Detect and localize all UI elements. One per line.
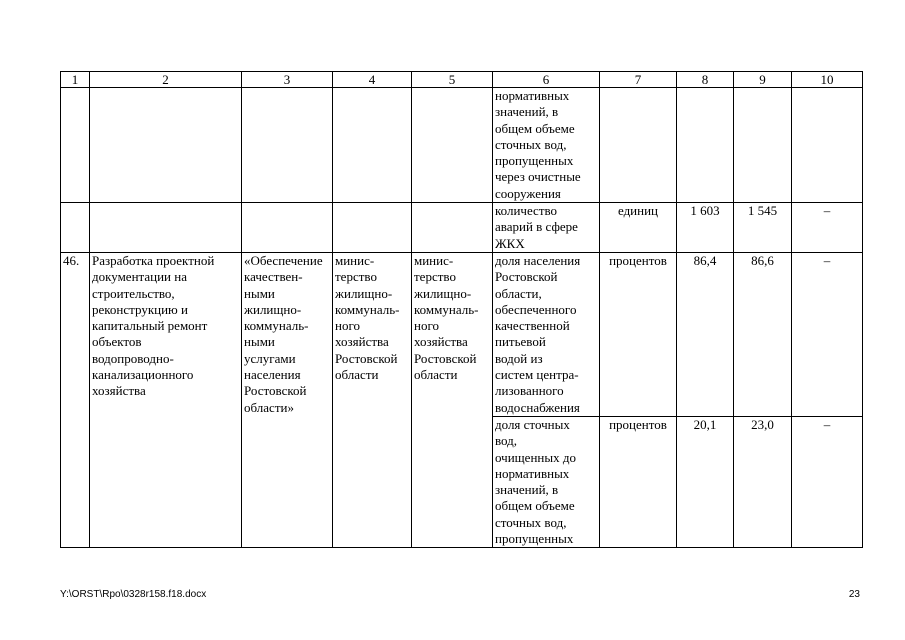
value-cell-col9: 1 545: [734, 203, 792, 253]
indicator-name-cell: доля сточных вод, очищенных до нормативных значений, в общем объеме сточных вод, пропущенных: [493, 416, 600, 547]
continuation-row-2: [61, 203, 863, 253]
cell-empty: [90, 88, 242, 203]
cell-empty: [333, 88, 412, 203]
program-name-cell: «Обеспечение качествен- ными жилищно- коммуналь- ными услугами населения Ростовской области»: [242, 252, 333, 547]
cell-empty: [242, 88, 333, 203]
cell-empty: [333, 203, 412, 253]
cell-empty: [677, 88, 734, 203]
unit-cell: процентов: [600, 416, 677, 547]
column-number-header-row: [61, 72, 863, 88]
unit-cell: процентов: [600, 252, 677, 416]
continuation-row-1: [61, 88, 863, 203]
cell-empty: [412, 88, 493, 203]
value-cell-col9: 23,0: [734, 416, 792, 547]
value-cell-col10: –: [792, 416, 863, 547]
unit-cell: единиц: [600, 203, 677, 253]
header-cell-6: 6: [493, 72, 600, 88]
cell-empty: [792, 88, 863, 203]
value-cell-col8: 1 603: [677, 203, 734, 253]
header-cell-3: 3: [242, 72, 333, 88]
footer-file-path: Y:\ORST\Rpo\0328r158.f18.docx: [60, 589, 207, 600]
footer-page-number: 23: [848, 589, 860, 600]
cell-empty: [90, 203, 242, 253]
value-cell-col10: –: [792, 252, 863, 416]
cell-empty: [242, 203, 333, 253]
header-cell-1: 1: [61, 72, 90, 88]
cell-empty: [734, 88, 792, 203]
responsible-executor-cell: минис- терство жилищно- коммуналь- ного хозяйства Ростовской области: [333, 252, 412, 547]
cell-empty: [61, 88, 90, 203]
cell-empty: [61, 203, 90, 253]
value-cell-col10: –: [792, 203, 863, 253]
header-cell-5: 5: [412, 72, 493, 88]
measure-name-cell: Разработка проектной документации на строительство, реконструкцию и капитальный ремонт объектов водопроводно- канализационного хозяйства: [90, 252, 242, 547]
header-cell-7: 7: [600, 72, 677, 88]
indicators-table: [60, 71, 863, 548]
co-executor-cell: минис- терство жилищно- коммуналь- ного хозяйства Ростовской области: [412, 252, 493, 547]
value-cell-col8: 86,4: [677, 252, 734, 416]
row-number-cell: 46.: [61, 252, 90, 547]
header-cell-9: 9: [734, 72, 792, 88]
indicator-name-cell: доля населения Ростовской области, обеспеченного качественной питьевой водой из систем центра- лизованного водоснабжения: [493, 252, 600, 416]
cell-empty: [412, 203, 493, 253]
indicator-name-cell: количество аварий в сфере ЖКХ: [493, 203, 600, 253]
value-cell-col8: 20,1: [677, 416, 734, 547]
header-cell-8: 8: [677, 72, 734, 88]
row-46-indicator-1: [61, 252, 863, 416]
value-cell-col9: 86,6: [734, 252, 792, 416]
cell-empty: [600, 88, 677, 203]
indicator-name-cell: нормативных значений, в общем объеме сточных вод, пропущенных через очистные сооружения: [493, 88, 600, 203]
header-cell-2: 2: [90, 72, 242, 88]
header-cell-4: 4: [333, 72, 412, 88]
header-cell-10: 10: [792, 72, 863, 88]
